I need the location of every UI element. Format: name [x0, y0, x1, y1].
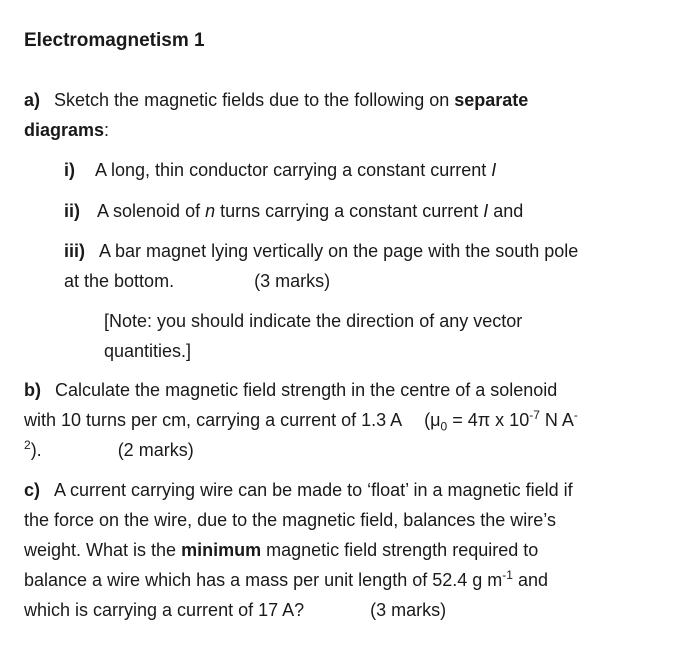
question-a-item-iii-cont — [64, 269, 330, 293]
mu-equals: = 4π x 10 — [447, 410, 530, 430]
mu-exponent: -7 — [529, 408, 540, 422]
question-b-close: ). — [30, 440, 42, 460]
question-c-text-4b: and — [512, 570, 548, 590]
question-a-bold-diagrams: diagrams — [24, 120, 105, 140]
question-c-text-4a: balance a wire which has a mass per unit length of 52.4 g m — [24, 570, 503, 590]
item-ii-variable-n: n — [205, 201, 216, 221]
question-c-label: c) — [24, 480, 41, 500]
unit-exponent-sign: - — [573, 408, 578, 422]
question-c-line-4 — [24, 568, 548, 592]
question-c-text-3a: weight. What is the — [24, 540, 182, 560]
question-c-bold-minimum: minimum — [181, 540, 262, 560]
question-b-label: b) — [24, 380, 41, 400]
question-c-line-1 — [24, 478, 573, 502]
item-ii-text-pre: A solenoid of — [97, 201, 206, 221]
question-a-item-iii — [64, 239, 578, 263]
mu-unit: N A — [539, 410, 574, 430]
question-a-text: Sketch the magnetic fields due to the following on — [54, 90, 455, 110]
item-iii-continuation: at the bottom. — [64, 271, 175, 291]
item-ii-text-post: and — [488, 201, 524, 221]
question-c-line-3 — [24, 538, 538, 562]
question-a-bold-word: separate — [454, 90, 529, 110]
question-b-marks: (2 marks) — [117, 440, 194, 460]
item-iii-label: iii) — [64, 241, 85, 261]
item-i-text: A long, thin conductor carrying a constant current — [95, 160, 492, 180]
question-c-text-5: which is carrying a current of 17 A? — [24, 600, 305, 620]
item-i-label: i) — [64, 160, 75, 180]
question-b-text-2: with 10 turns per cm, carrying a current of 1.3 A — [24, 410, 403, 430]
question-a-colon: : — [104, 120, 110, 140]
question-c-marks: (3 marks) — [370, 600, 447, 620]
question-c-exponent: -1 — [502, 568, 513, 582]
note-line-2: quantities.] — [104, 341, 192, 361]
question-b-line-1 — [24, 378, 557, 402]
mu-subscript: 0 — [440, 419, 448, 434]
question-a-label: a) — [24, 90, 41, 110]
page-title: Electromagnetism 1 — [24, 30, 205, 51]
question-a-item-ii — [64, 199, 523, 223]
question-a-line-1 — [24, 88, 528, 112]
item-iii-text: A bar magnet lying vertically on the page with the south pole — [99, 241, 579, 261]
question-b-text-1: Calculate the magnetic field strength in the centre of a solenoid — [55, 380, 558, 400]
item-ii-variable-i: I — [483, 201, 489, 221]
question-b-line-3 — [24, 438, 194, 462]
mu-symbol — [424, 410, 448, 434]
question-c-line-2: the force on the wire, due to the magnetic field, balances the wire’s — [24, 510, 556, 530]
question-a-item-i — [64, 158, 496, 182]
question-c-text-1: A current carrying wire can be made to ‘float’ in a magnetic field if — [54, 480, 573, 500]
mu-open: (μ — [424, 410, 441, 430]
item-i-variable: I — [491, 160, 497, 180]
question-a-marks: (3 marks) — [254, 271, 331, 291]
question-c-line-5 — [24, 598, 446, 622]
question-a-line-2 — [24, 118, 109, 142]
item-ii-text-mid: turns carrying a constant current — [215, 201, 484, 221]
note-line-1: [Note: you should indicate the direction of any vector — [104, 311, 523, 331]
question-c-text-3c: magnetic field strength required to — [261, 540, 539, 560]
item-ii-label: ii) — [64, 201, 80, 221]
unit-exponent-digit: 2 — [24, 438, 31, 452]
question-b-line-2 — [24, 408, 578, 432]
